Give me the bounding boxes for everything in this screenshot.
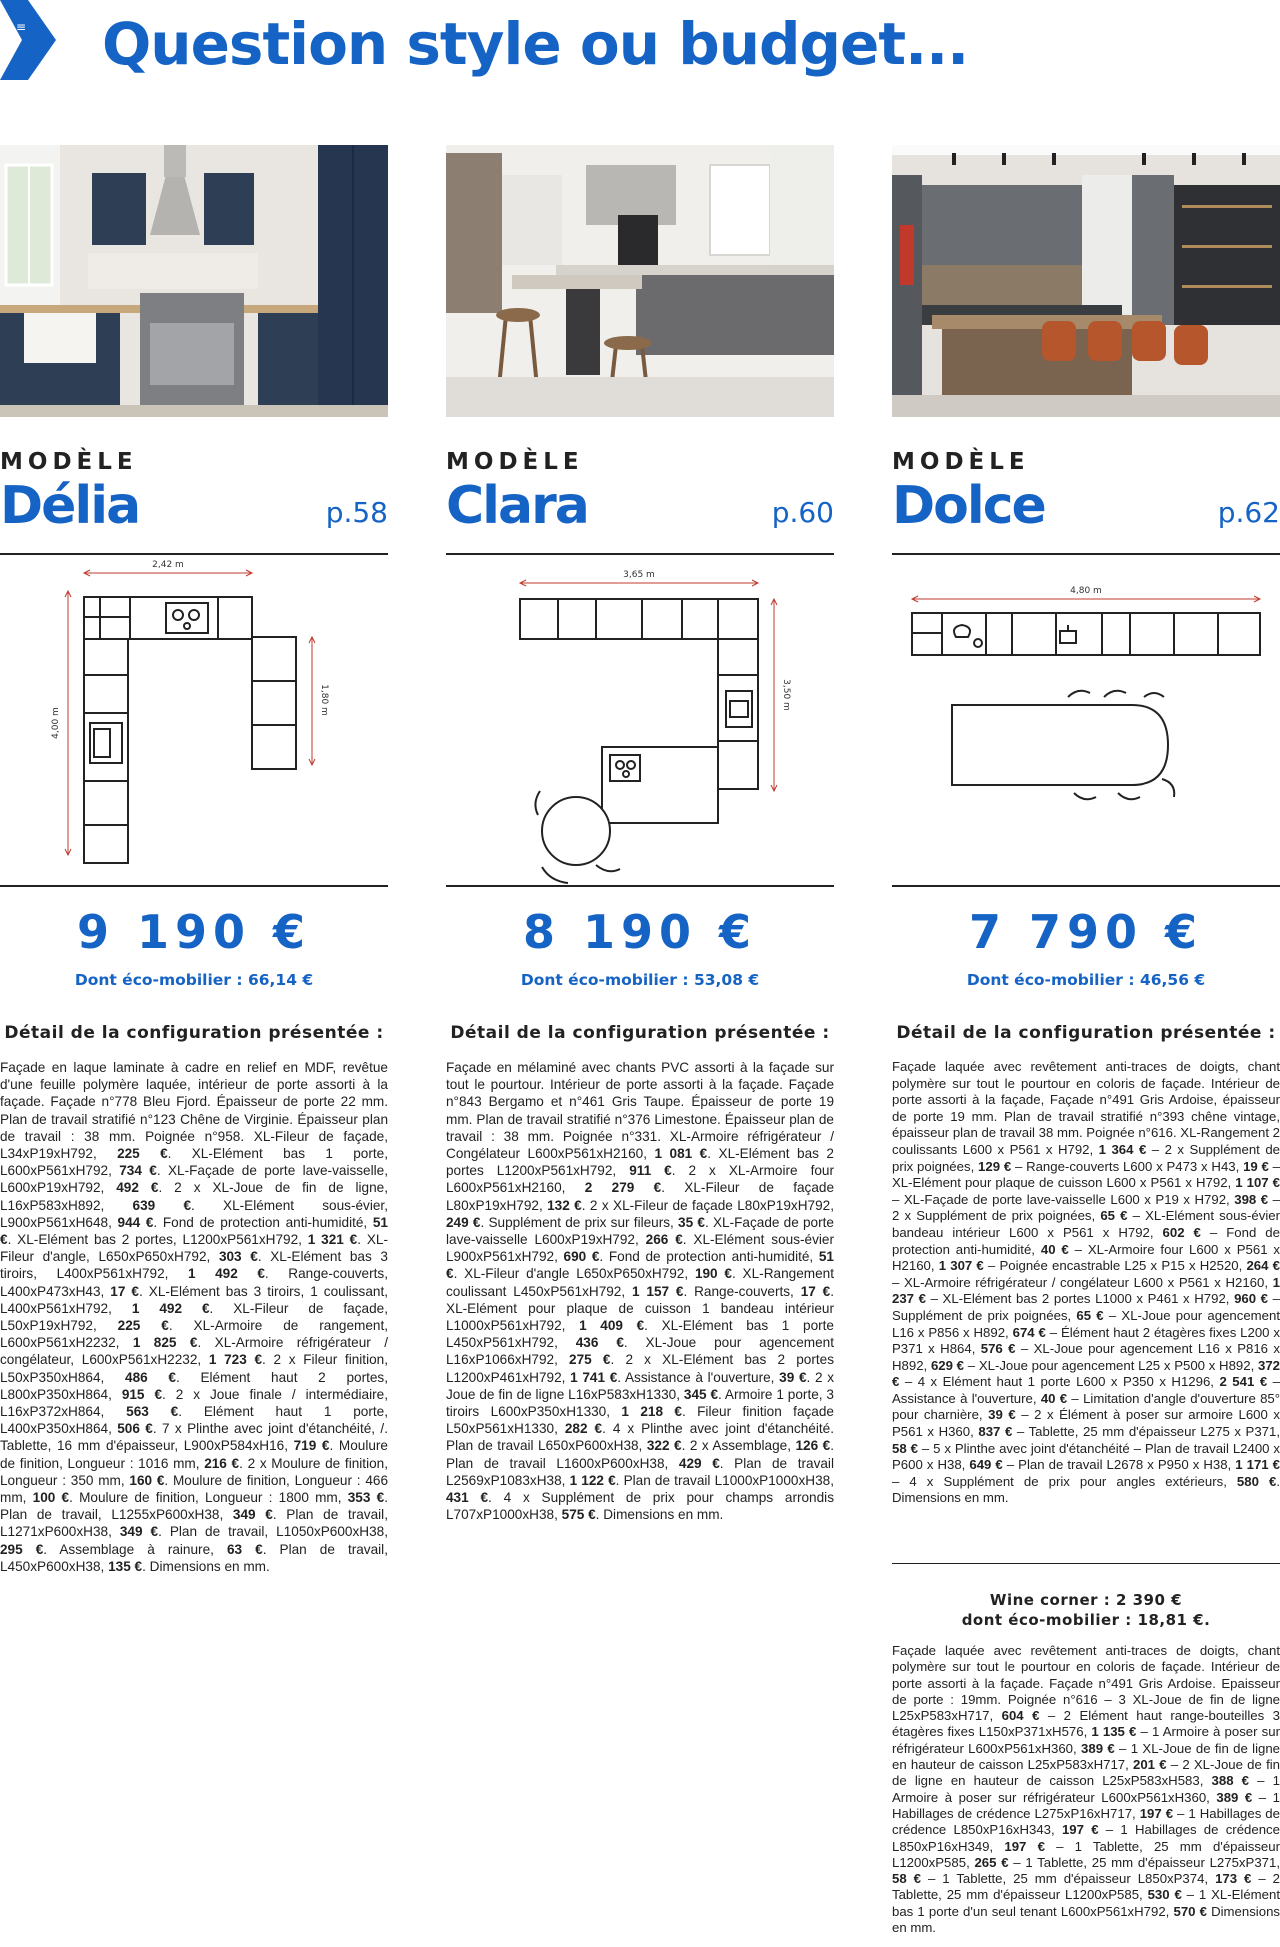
price-value: 563 € — [126, 1404, 179, 1420]
divider — [0, 885, 388, 887]
price-value: 266 € — [645, 1232, 683, 1248]
dimension-width: 4,80 m — [1070, 586, 1102, 596]
price-value: 1 081 € — [654, 1146, 708, 1162]
price-value: 35 € — [678, 1214, 705, 1230]
price-value: 51 € — [446, 1249, 834, 1282]
price-value: 915 € — [121, 1386, 163, 1402]
price-value: 944 € — [117, 1214, 154, 1230]
price-value: 349 € — [119, 1524, 159, 1540]
dimension-side: 3,50 m — [781, 679, 791, 711]
price-value: 649 € — [969, 1457, 1003, 1473]
price-value: 129 € — [978, 1158, 1012, 1174]
model-delia — [0, 145, 388, 1575]
detail-text: Façade en mélaminé avec chants PVC assorti à la façade sur tout le pourtour. Intérieur de porte assorti à la façade. Façade n°843 Bergamo et n°461 Gris Taupe. Épaisseur de porte 19 mm. Plan de travail stratifié n°376 Limestone. Épaisseur plan de travail : 38 mm. Poignée n°331. XL-Armoire réfrigérateur / Congélateur L600xP561xH2160, 1 081 €. XL-Elément bas 2 portes L1200xP561xH792, 911 €. 2 x XL-Armoire four L600xP561xH2160, 2 279 €. XL-Fileur de façade L80xP19xH792, 132 €. 2 x XL-Fileur de façade L80xP19xH792, 249 €. Supplément de prix sur fileurs, 35 €. XL-Façade de porte lave-vaisselle L600xP19xH792, 266 €. XL-Elément sous-évier L900xP561xH792, 690 €. Fond de protection anti-humidité, 51 €. XL-Fileur d'angle L650xP650xH792, 190 €. XL-Rangement coulissant L450xP561xH792, 1 157 €. Range-couverts, 17 €. XL-Elément pour plaque de cuisson 1 bandeau intérieur L1000xP561xH792, 1 409 €. XL-Elément bas 1 porte L450xP561xH792, 436 €. XL-Joue pour agencement L16xP1066xH792, 275 €. 2 x XL-Elément bas 2 portes L1200xP461xH792, 1 741 €. Assistance à l'ouverture, 39 €. 2 x Joue de fin de ligne L16xP583xH1330, 345 €. Armoire 1 porte, 3 tiroirs L600xP350xH1330, 1 218 €. Fileur finition façade L50xP561xH1330, 282 €. 4 x Plinthe avec joint d'étanchéité. Plan de travail L650xP600xH38, 322 €. 2 x Assemblage, 126 €. Plan de travail L1600xP600xH38, 429 €. Plan de travail L2569xP1083xH38, 1 122 €. Plan de travail L1000xP1000xH38, 431 €. 4 x Supplément de prix pour champs arrondis L707xP1000xH38, 575 €. Dimensions en mm. — [446, 1060, 835, 1523]
floor-plan-dolce — [892, 555, 1280, 885]
model-name: Dolce — [892, 476, 1045, 536]
price-value: 1 157 € — [632, 1283, 684, 1299]
price-value: 264 € — [1246, 1258, 1280, 1274]
price-value: 580 € — [1236, 1473, 1277, 1489]
price-value: 1 122 € — [569, 1472, 616, 1488]
price-value: 197 € — [1139, 1805, 1174, 1821]
price-value: 17 € — [110, 1283, 139, 1299]
price-value: 39 € — [988, 1407, 1016, 1423]
menu-icon[interactable]: ≡ — [16, 20, 27, 34]
price-value: 734 € — [119, 1163, 157, 1179]
price-value: 126 € — [795, 1438, 831, 1454]
price-value: 388 € — [1211, 1773, 1250, 1789]
price-value: 389 € — [1216, 1789, 1253, 1805]
price-value: 719 € — [293, 1438, 330, 1454]
price-value: 570 € — [1173, 1903, 1207, 1919]
dimension-depth: 4,00 m — [51, 707, 61, 739]
price-value: 173 € — [1215, 1871, 1252, 1887]
modele-label: MODÈLE — [892, 449, 1030, 475]
price-value: 1 741 € — [570, 1369, 618, 1385]
kitchen-photo-dolce — [892, 145, 1280, 417]
price-value: 436 € — [575, 1335, 624, 1351]
price-value: 201 € — [1133, 1757, 1167, 1773]
price-value: 431 € — [446, 1490, 489, 1506]
page-reference-link[interactable]: p.62 — [1217, 496, 1280, 529]
divider — [892, 885, 1280, 887]
price-value: 58 € — [892, 1440, 918, 1456]
kitchen-photo-delia — [0, 145, 388, 417]
modele-label: MODÈLE — [446, 449, 584, 475]
wine-corner-title — [892, 1590, 1280, 1630]
detail-title: Détail de la configuration présentée : — [4, 1023, 384, 1043]
price-value: 1 825 € — [132, 1335, 198, 1351]
page-reference-link[interactable]: p.60 — [771, 496, 834, 529]
price-value: 216 € — [204, 1455, 240, 1471]
price-value: 1 492 € — [187, 1266, 265, 1282]
price-value: 1 307 € — [938, 1258, 984, 1274]
price-value: 372 € — [892, 1357, 1280, 1390]
price-value: 295 € — [0, 1541, 44, 1557]
price-value: 282 € — [564, 1421, 603, 1437]
price-value: 1 321 € — [307, 1232, 358, 1248]
model-name: Délia — [0, 476, 140, 536]
price-value: 40 € — [1040, 1241, 1069, 1257]
price-value: 506 € — [117, 1421, 153, 1437]
price-value: 1 135 € — [1091, 1724, 1137, 1740]
page-reference-link[interactable]: p.58 — [325, 496, 388, 529]
price-value: 349 € — [232, 1507, 273, 1523]
detail-text: Façade en laque laminate à cadre en relief en MDF, revêtue d'une feuille polymère laquée, intérieur de porte assorti à la façade. Façade n°778 Bleu Fjord. Épaisseur de porte 22 mm. Plan de travail stratifié n°123 Chêne de Virginie. Épaisseur plan de travail : 38 mm. Poignée n°958. XL-Fileur de façade, L34xP19xH792, 225 €. XL-Elément bas 1 porte, L600xP561xH792, 734 €. XL-Façade de porte lave-vaisselle, L600xP19xH792, 492 €. 2 x XL-Joue de fin de ligne, L16xP583xH892, 639 €. XL-Elément sous-évier, L900xP561xH648, 944 €. Fond de protection anti-humidité, 51 €. XL-Elément bas 2 portes, L1200xP561xH792, 1 321 €. XL-Fileur d'angle, L650xP650xH792, 303 €. XL-Elément bas 3 tiroirs, L400xP561xH792, 1 492 €. Range-couverts, L400xP473xH43, 17 €. XL-Elément bas 3 tiroirs, 1 coulissant, L400xP561xH792, 1 492 €. XL-Fileur de façade, L50xP19xH792, 225 €. XL-Armoire de rangement, L600xP561xH2232, 1 825 €. XL-Armoire réfrigérateur / congélateur, L600xP561xH2232, 1 723 €. 2 x Fileur finition, L50xP350xH864, 486 €. Elément haut 2 portes, L800xP350xH864, 915 €. 2 x Joue finale / intermédiaire, L16xP372xH864, 563 €. Elément haut 1 porte, L400xP350xH864, 506 €. 7 x Plinthe avec joint d'étanchéité, /. Tablette, 16 mm d'épaisseur, L900xP584xH16, 719 €. Moulure de finition, Longueur : 1016 mm, 216 €. 2 x Moulure de finition, Longueur : 350 mm, 160 €. Moulure de finition, Longueur : 466 mm, 100 €. Moulure de finition, Longueur : 1800 mm, 353 €. Plan de travail, L1255xP600xH38, 349 €. Plan de travail, L1271xP600xH38, 349 €. Plan de travail, L1050xP600xH38, 295 €. Assemblage à rainure, 63 €. Plan de travail, L450xP600xH38, 135 €. Dimensions en mm. — [0, 1060, 389, 1574]
price-value: 225 € — [117, 1146, 168, 1162]
price-value: 100 € — [32, 1490, 70, 1506]
wine-corner-eco: dont éco-mobilier : 18,81 €. — [961, 1611, 1211, 1629]
price-value: 1 409 € — [579, 1318, 645, 1334]
price-value: 492 € — [116, 1180, 159, 1196]
price-value: 17 € — [800, 1283, 831, 1299]
price-value: 639 € — [132, 1197, 191, 1213]
price-value: 576 € — [980, 1341, 1016, 1357]
price-value: 40 € — [1040, 1390, 1068, 1406]
price-value: 837 € — [978, 1424, 1013, 1440]
dimension-side: 1,80 m — [319, 684, 329, 716]
price-value: 39 € — [779, 1369, 807, 1385]
price-value: 2 279 € — [584, 1180, 662, 1196]
dimension-width: 2,42 m — [152, 560, 184, 570]
detail-title: Détail de la configuration présentée : — [896, 1023, 1276, 1043]
eco-mobilier: Dont éco-mobilier : 53,08 € — [520, 971, 760, 989]
price-value: 1 723 € — [208, 1352, 263, 1368]
price-value: 398 € — [1234, 1191, 1269, 1207]
price-value: 389 € — [1081, 1740, 1115, 1756]
price-value: 690 € — [563, 1249, 600, 1265]
detail-text: Façade laquée avec revêtement anti-traces de doigts, chant polymère sur tout le pourtour en coloris de façade. Intérieur de porte assorti à la façade, Façade n°491 Gris Ardoise, épaisseur de porte 19 mm. Plan de travail stratifié n°393 chêne vintage, épaisseur plan de travail 38 mm. Poignée n°616. XL-Rangement 2 coulissants L600 x P561 x H792, 1 364 € – 2 x Supplément de prix poignées, 129 € – Range-couverts L600 x P473 x H43, 19 € – XL-Elément pour plaque de cuisson L600 x P561 x H792, 1 107 € – XL-Façade de porte lave-vaisselle L600 x P19 x H792, 398 € – 2 x Supplément de prix poignées, 65 € – XL-Elément sous-évier bandeau intérieur L600 x P561 x H792, 602 € – Fond de protection anti-humidité, 40 € – XL-Armoire four L600 x P561 x H2160, 1 307 € – Poignée encastrable L25 x P15 x H2520, 264 € – XL-Armoire réfrigérateur / congélateur L600 x P561 x H2160, 1 237 € – XL-Elément bas 2 portes L1000 x P461 x H792, 960 € – Supplément de prix poignées, 65 € – XL-Joue pour agencement L16 x P856 x H892, 674 € – Élément haut 2 étagères fixes L200 x P371 x H864, 576 € – XL-Joue pour agencement L16 x P816 x H892, 629 € – XL-Joue pour agencement L25 x P500 x H892, 372 € – 4 x Elément haut 1 porte L600 x P350 x H1296, 2 541 € – Assistance à l'ouverture, 40 € – Limitation d'angle d'ouverture 85° pour charnière, 39 € – 2 x Élément à poser sur armoire L600 x P561 x H360, 837 € – Tablette, 25 mm d'épaisseur L275 x P371, 58 € – 5 x Plinthe avec joint d'étanchéité – Plan de travail L2400 x P600 x H38, 649 € – Plan de travail L2678 x P950 x H38, 1 171 € – 4 x Supplément de prix pour angles extérieurs, 580 €. Dimensions en mm. — [892, 1059, 1280, 1506]
price-value: 1 237 € — [892, 1274, 1280, 1307]
floor-plan-delia — [0, 555, 388, 885]
price-value: 197 € — [1004, 1838, 1045, 1854]
price-value: 225 € — [117, 1318, 169, 1334]
price: 7 790 € — [968, 905, 1204, 959]
model-dolce — [892, 145, 1280, 1507]
price-value: 353 € — [347, 1490, 385, 1506]
chevron-right-icon — [0, 0, 60, 80]
price-value: 1 171 € — [1235, 1457, 1280, 1473]
price-value: 249 € — [446, 1214, 481, 1230]
modele-label: MODÈLE — [0, 449, 138, 475]
price-value: 58 € — [892, 1871, 921, 1887]
price-value: 1 107 € — [1235, 1175, 1280, 1191]
price-value: 604 € — [1001, 1708, 1040, 1724]
price-value: 190 € — [694, 1266, 732, 1282]
price-value: 322 € — [646, 1438, 682, 1454]
price-value: 429 € — [678, 1455, 720, 1471]
price-value: 530 € — [1147, 1887, 1182, 1903]
price-value: 132 € — [547, 1197, 582, 1213]
price-value: 63 € — [226, 1541, 263, 1557]
price-value: 19 € — [1243, 1158, 1269, 1174]
page-title: Question style ou budget... — [102, 10, 969, 78]
price-value: 265 € — [974, 1854, 1009, 1870]
price-value: 2 541 € — [1219, 1374, 1268, 1390]
price-value: 486 € — [125, 1369, 176, 1385]
price-value: 575 € — [561, 1507, 596, 1523]
price-value: 345 € — [683, 1386, 719, 1402]
price-value: 160 € — [129, 1472, 165, 1488]
price-value: 65 € — [1076, 1307, 1104, 1323]
eco-mobilier: Dont éco-mobilier : 46,56 € — [966, 971, 1206, 989]
price: 8 190 € — [522, 905, 758, 959]
price-value: 303 € — [218, 1249, 258, 1265]
wine-corner-price: Wine corner : 2 390 € — [989, 1591, 1183, 1609]
price-value: 1 218 € — [621, 1404, 682, 1420]
price-value: 51 € — [0, 1214, 388, 1248]
eco-mobilier: Dont éco-mobilier : 66,14 € — [74, 971, 314, 989]
price-value: 135 € — [108, 1558, 143, 1574]
price-value: 65 € — [1100, 1208, 1128, 1224]
price-value: 1 492 € — [131, 1300, 210, 1316]
dimension-width: 3,65 m — [623, 570, 655, 580]
price-value: 960 € — [1234, 1291, 1269, 1307]
kitchen-photo-clara — [446, 145, 834, 417]
price-value: 275 € — [569, 1352, 611, 1368]
price-value: 674 € — [1012, 1324, 1046, 1340]
detail-title: Détail de la configuration présentée : — [450, 1023, 830, 1043]
wine-corner-detail: Façade laquée avec revêtement anti-traces de doigts, chant polymère sur tout le pourtour en coloris de façade. Intérieur de porte assorti à la façade. Façade n°491 Gris Ardoise. Epaisseur de porte : 19mm. Poignée n°616 – 3 XL-Joue de fin de ligne L25xP583xH717, 604 € – 2 Elément haut range-bouteilles 3 étagères fixes L150xP371xH576, 1 135 € – 1 Armoire à poser sur réfrigérateur L600xP561xH360, 389 € – 1 XL-Joue de fin de ligne en hauteur de caisson L25xP583xH717, 201 € – 2 XL-Joue de fin de ligne en hauteur de caisson L25xP583xH583, 388 € – 1 Armoire à poser sur réfrigérateur L600xP561xH360, 389 € – 1 Habillages de crédence L275xP16xH717, 197 € – 1 Habillages de crédence L850xP16xH343, 197 € – 1 Habillages de crédence L850xP16xH349, 197 € – 1 Tablette, 25 mm d'épaisseur L1200xP585, 265 € – 1 Tablette, 25 mm d'épaisseur L275xP371, 58 € – 1 Tablette, 25 mm d'épaisseur L850xP374, 173 € – 2 Tablette, 25 mm d'épaisseur L1200xP585, 530 € – 1 XL-Elément bas 1 porte d'un seul tenant L600xP561xH792, 570 € Dimensions en mm. — [892, 1643, 1280, 1936]
floor-plan-clara — [446, 555, 834, 885]
price-value: 629 € — [930, 1357, 965, 1373]
divider — [446, 885, 834, 887]
price-value: 911 € — [629, 1163, 672, 1179]
price: 9 190 € — [76, 905, 312, 959]
model-name: Clara — [446, 476, 588, 536]
divider — [892, 1563, 1280, 1564]
model-clara — [446, 145, 834, 1523]
price-value: 602 € — [1162, 1224, 1201, 1240]
price-value: 1 364 € — [1098, 1141, 1147, 1157]
price-value: 197 € — [1061, 1822, 1099, 1838]
